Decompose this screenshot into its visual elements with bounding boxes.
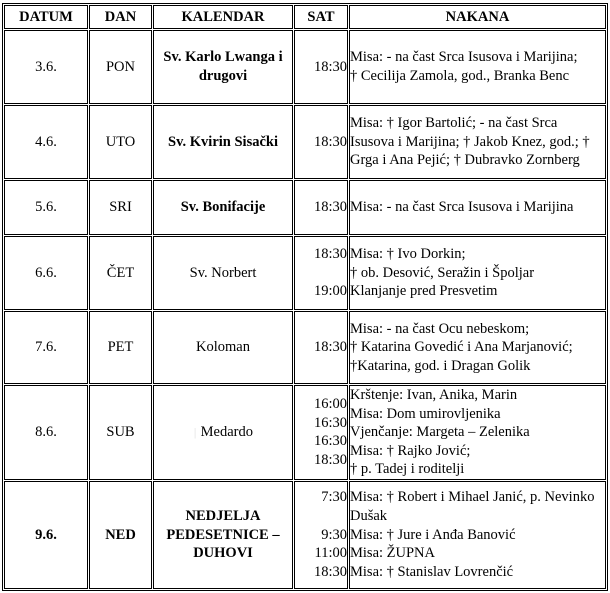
calendar-cell bbox=[153, 385, 293, 480]
day-cell: SUB bbox=[89, 385, 152, 480]
time: 18:30 bbox=[313, 133, 347, 150]
time: 16:00 bbox=[313, 396, 347, 413]
time-cell bbox=[294, 105, 348, 179]
note: Misa: † Stanislav Lovrenčić bbox=[350, 563, 514, 580]
note-cell bbox=[349, 30, 606, 104]
calendar-cell: Sv. Norbert bbox=[153, 236, 293, 310]
note-cell bbox=[349, 180, 606, 235]
note: Misa: - na čast Srca Isusova i Marijina; bbox=[350, 49, 578, 66]
note: † Cecilija Zamola, god., Branka Benc bbox=[350, 68, 570, 84]
date-cell: 4.6. bbox=[4, 105, 88, 179]
note: Misa: † Ivo Dorkin; bbox=[350, 246, 466, 263]
time: 18:30 bbox=[313, 339, 347, 356]
time: 18:30 bbox=[313, 563, 347, 580]
time: 16:30 bbox=[313, 414, 347, 431]
date-cell: 7.6. bbox=[4, 311, 88, 384]
note-cell bbox=[349, 236, 606, 310]
day-cell: ČET bbox=[89, 236, 152, 310]
note: Misa: † Rajko Jović; bbox=[350, 442, 471, 459]
note: † ob. Desović, Seražin i Špoljar bbox=[350, 264, 535, 281]
table-row bbox=[4, 105, 606, 179]
note: Misa: † Jure i Anđa Banović bbox=[350, 526, 516, 543]
time-cell bbox=[294, 385, 348, 480]
time-cell bbox=[294, 236, 348, 310]
calendar-cell: Sv. Bonifacije bbox=[153, 180, 293, 235]
note: Misa: ŽUPNA bbox=[350, 545, 435, 562]
time: 7:30 bbox=[321, 489, 347, 506]
note: Misa: - na čast Ocu nebeskom; bbox=[350, 320, 530, 337]
note: Misa: † Robert i Mihael Janić, p. Nevinko Dušak bbox=[350, 489, 595, 525]
note: Misa: † Igor Bartolić; - na čast Srca Isusova i Marijina; † Jakob Knez, god.; † Grga i Ana Pejić; † Dubravko Zornberg bbox=[350, 115, 590, 169]
time: 19:00 bbox=[313, 283, 347, 300]
date-cell: 6.6. bbox=[4, 236, 88, 310]
note: † Katarina Govedić i Ana Marjanović; †Katarina, god. i Dragan Golik bbox=[350, 339, 573, 374]
day-cell: NED bbox=[89, 481, 152, 589]
day-cell: UTO bbox=[89, 105, 152, 179]
note-cell bbox=[349, 105, 606, 179]
calendar-cell: NEDJELJA PEDESETNICE – DUHOVI bbox=[153, 481, 293, 589]
note-cell bbox=[349, 481, 606, 589]
date-cell: 5.6. bbox=[4, 180, 88, 235]
day-cell: PON bbox=[89, 30, 152, 104]
time-cell bbox=[294, 481, 348, 589]
calendar-cell: Koloman bbox=[153, 311, 293, 384]
table-row bbox=[4, 481, 606, 589]
time-cell bbox=[294, 180, 348, 235]
header-kalendar: KALENDAR bbox=[153, 5, 293, 29]
date-cell: 3.6. bbox=[4, 30, 88, 104]
text-cursor-icon: | bbox=[193, 425, 197, 440]
header-datum: DATUM bbox=[4, 5, 88, 29]
date-cell: 9.6. bbox=[4, 481, 88, 589]
day-cell: PET bbox=[89, 311, 152, 384]
note: † p. Tadej i roditelji bbox=[350, 461, 465, 478]
time: 16:30 bbox=[313, 433, 347, 450]
time-cell bbox=[294, 30, 348, 104]
date-cell: 8.6. bbox=[4, 385, 88, 480]
table-row bbox=[4, 236, 606, 310]
note-cell bbox=[349, 385, 606, 480]
table-row bbox=[4, 180, 606, 235]
time: 18:30 bbox=[313, 452, 347, 469]
header-dan: DAN bbox=[89, 5, 152, 29]
calendar-cell: Sv. Kvirin Sisački bbox=[153, 105, 293, 179]
time: 18:30 bbox=[313, 246, 347, 263]
header-nakana: NAKANA bbox=[349, 5, 606, 29]
table-row bbox=[4, 30, 606, 104]
header-sat: SAT bbox=[294, 5, 348, 29]
schedule-table bbox=[2, 3, 608, 591]
note: Klanjanje pred Presvetim bbox=[350, 283, 498, 300]
note: Misa: - na čast Srca Isusova i Marijina bbox=[350, 199, 574, 216]
table-row bbox=[4, 385, 606, 480]
note: Krštenje: Ivan, Anika, Marin bbox=[350, 387, 518, 403]
calendar-text: Medardo bbox=[200, 424, 253, 440]
time: 18:30 bbox=[313, 199, 347, 216]
table-row bbox=[4, 311, 606, 384]
time: 11:00 bbox=[314, 545, 347, 562]
note: Vjenčanje: Margeta – Zelenika bbox=[350, 424, 530, 441]
note-cell bbox=[349, 311, 606, 384]
time: 18:30 bbox=[313, 58, 347, 75]
header-row bbox=[4, 5, 606, 29]
time-cell bbox=[294, 311, 348, 384]
note: Misa: Dom umirovljenika bbox=[350, 405, 501, 422]
calendar-cell: Sv. Karlo Lwanga i drugovi bbox=[153, 30, 293, 104]
time: 9:30 bbox=[321, 526, 347, 543]
day-cell: SRI bbox=[89, 180, 152, 235]
